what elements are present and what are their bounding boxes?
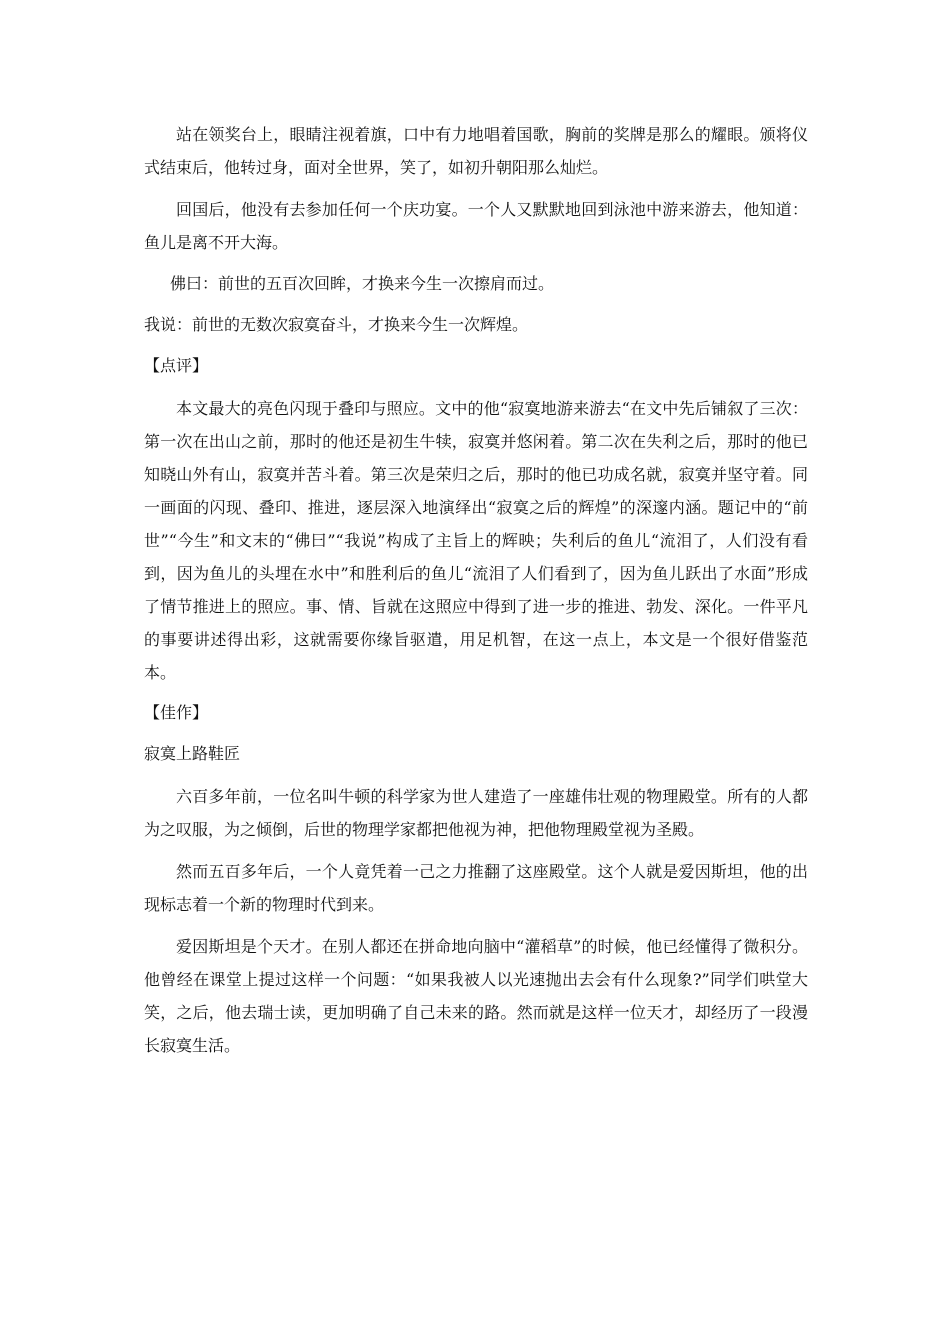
paragraph-buddha-says: 佛曰：前世的五百次回眸，才换来今生一次擦肩而过。 <box>170 274 555 293</box>
document-body <box>144 118 808 1062</box>
essay-title: 寂寞上路鞋匠 <box>144 744 241 763</box>
paragraph-i-say: 我说：前世的无数次寂寞奋斗，才换来今生一次辉煌。 <box>144 315 529 334</box>
paragraph-einstein-overturn: 然而五百多年后，一个人竟凭着一己之力推翻了这座殿堂。这个人就是爱因斯坦，他的出现标志着一个新的物理时代到来。 <box>144 862 808 914</box>
paragraph-einstein-genius: 爱因斯坦是个天才。在别人都还在拼命地向脑中“灌稻草”的时候，他已经懂得了微积分。他曾经在课堂上提过这样一个问题：“如果我被人以光速抛出去会有什么现象?”同学们哄堂大笑，之后，他去瑞士读，更加明确了自己未来的路。然而就是这样一位天才，却经历了一段漫长寂寞生活。 <box>144 937 808 1055</box>
section-heading-featured: 【佳作】 <box>144 703 209 722</box>
paragraph-return-home: 回国后，他没有去参加任何一个庆功宴。一个人又默默地回到泳池中游来游去，他知道：鱼儿是离不开大海。 <box>144 200 808 252</box>
section-heading-commentary: 【点评】 <box>144 356 209 375</box>
paragraph-podium: 站在领奖台上，眼睛注视着旗，口中有力地唱着国歌，胸前的奖牌是那么的耀眼。颁将仪式结束后，他转过身，面对全世界，笑了，如初升朝阳那么灿烂。 <box>144 125 808 177</box>
paragraph-commentary: 本文最大的亮色闪现于叠印与照应。文中的他“寂寞地游来游去“在文中先后铺叙了三次：第一次在出山之前，那时的他还是初生牛犊，寂寞并悠闲着。第二次在失利之后，那时的他已知晓山外有山，寂寞并苦斗着。第三次是荣归之后，那时的他已功成名就，寂寞并坚守着。同一画面的闪现、叠印、推进，逐层深入地演绎出“寂寞之后的辉煌”的深邃内涵。题记中的“前世”“今生”和文末的“佛曰”“我说”构成了主旨上的辉映；失利后的鱼儿“流泪了，人们没有看到，因为鱼儿的头埋在水中”和胜利后的鱼儿“流泪了人们看到了，因为鱼儿跃出了水面”形成了情节推进上的照应。事、情、旨就在这照应中得到了进一步的推进、勃发、深化。一件平凡的事要讲述得出彩，这就需要你缘旨驱遣，用足机智，在这一点上，本文是一个很好借鉴范本。 <box>144 399 808 682</box>
paragraph-newton: 六百多年前，一位名叫牛顿的科学家为世人建造了一座雄伟壮观的物理殿堂。所有的人都为之叹服，为之倾倒，后世的物理学家都把他视为神，把他物理殿堂视为圣殿。 <box>144 787 808 839</box>
